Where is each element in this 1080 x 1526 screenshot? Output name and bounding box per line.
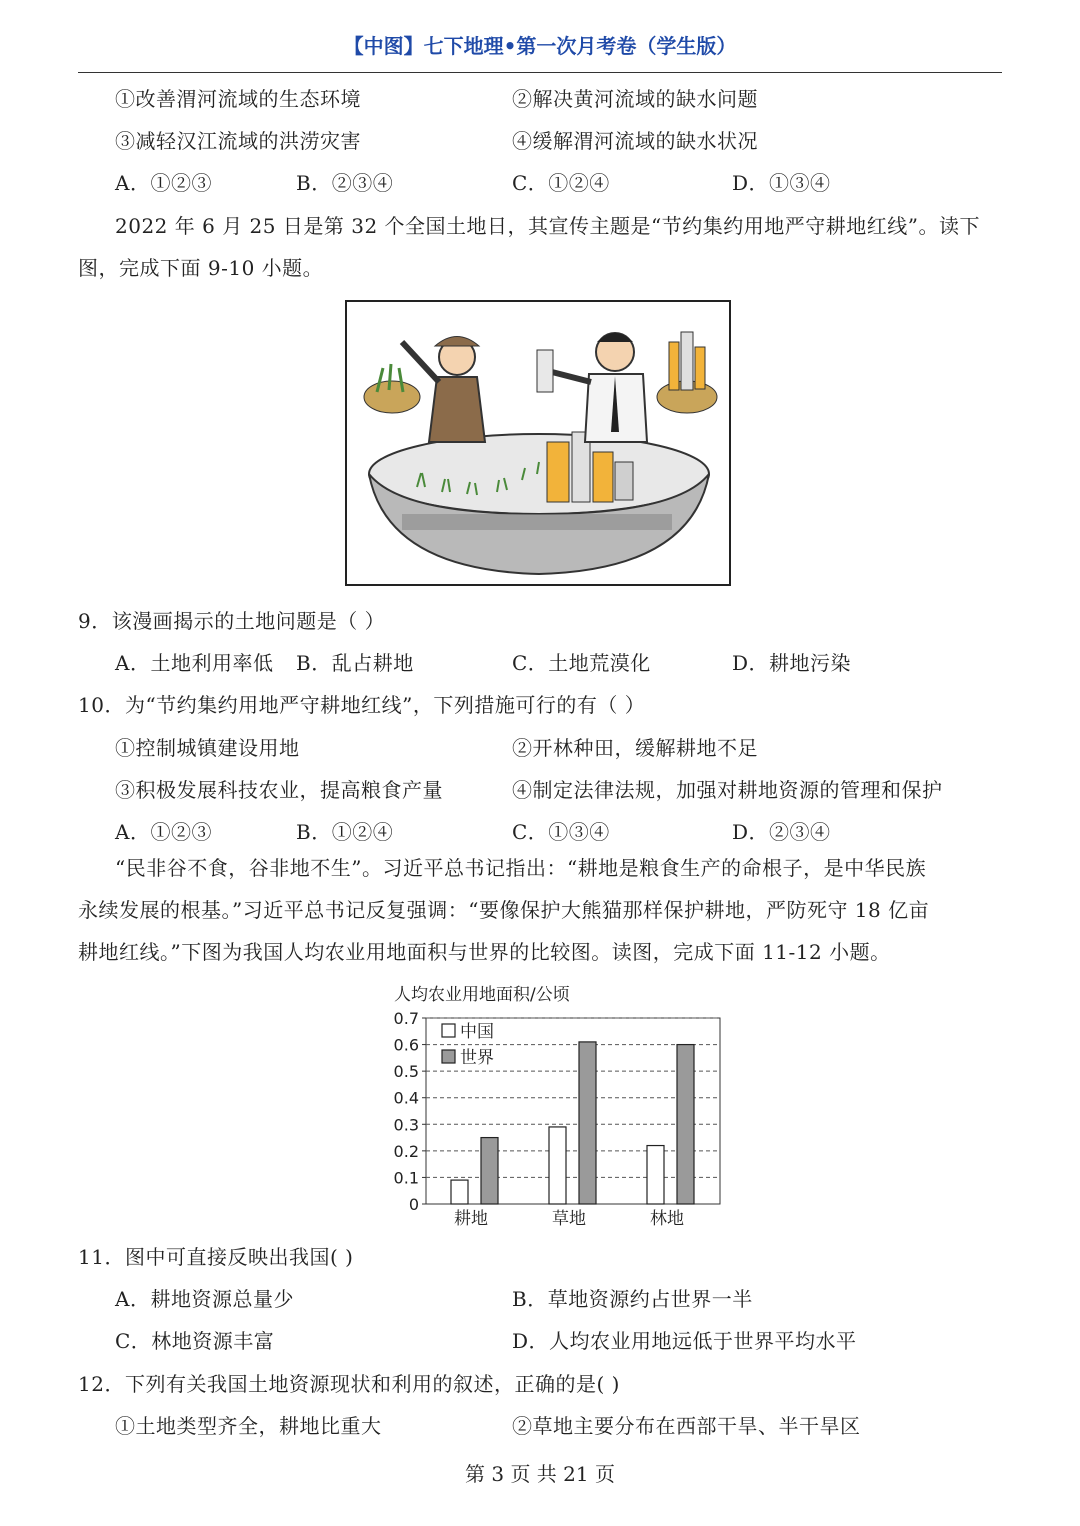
chart-title: 人均农业用地面积/公顷 <box>394 985 570 1005</box>
q8-statement-2: ②解决黄河流域的缺水问题 <box>512 87 758 111</box>
chart-ytick-label: 0.2 <box>393 1141 419 1161</box>
q8-statement-1: ①改善渭河流域的生态环境 <box>115 87 361 111</box>
q12-stem: 12．下列有关我国土地资源现状和利用的叙述，正确的是( ) <box>78 1372 620 1396</box>
chart-ytick-label: 0.4 <box>393 1088 419 1108</box>
q11-option-a: A．耕地资源总量少 <box>115 1287 294 1311</box>
q10-statement-1: ①控制城镇建设用地 <box>115 736 300 760</box>
chart-xtick-label: 林地 <box>650 1209 684 1229</box>
q12-statement-2: ②草地主要分布在西部干旱、半干旱区 <box>512 1414 861 1438</box>
page-header-title: 【中图】七下地理•第一次月考卷（学生版） <box>343 34 737 58</box>
chart-ytick-label: 0 <box>408 1195 419 1214</box>
chart-legend-swatch <box>442 1050 455 1063</box>
chart-legend-label: 中国 <box>460 1022 494 1042</box>
chart-bar-china-1 <box>451 1180 468 1204</box>
intro-9-10-line-2: 图，完成下面 9-10 小题。 <box>78 256 324 280</box>
q10-option-b: B．①②④ <box>296 820 394 844</box>
chart-legend-label: 世界 <box>460 1048 494 1068</box>
q11-option-b: B．草地资源约占世界一半 <box>512 1287 753 1311</box>
q8-statement-3: ③减轻汉江流域的洪涝灾害 <box>115 129 361 153</box>
header-divider <box>78 72 1002 73</box>
q9-option-a: A．土地利用率低 <box>115 651 274 675</box>
chart-ytick-label: 0.1 <box>393 1168 419 1188</box>
q9-option-b: B．乱占耕地 <box>296 651 414 675</box>
page-footer-number: 第 3 页 共 21 页 <box>465 1462 615 1486</box>
q9-option-d: D．耕地污染 <box>732 651 852 675</box>
chart-bar-world-2 <box>579 1042 596 1204</box>
chart-bar-world-1 <box>481 1138 498 1204</box>
q10-option-d: D．②③④ <box>732 820 831 844</box>
chart-xtick-label: 耕地 <box>454 1209 488 1229</box>
chart-xtick-label: 草地 <box>552 1209 586 1229</box>
q12-statement-1: ①土地类型齐全，耕地比重大 <box>115 1414 382 1438</box>
q11-option-c: C．林地资源丰富 <box>115 1329 275 1353</box>
chart-bar-china-3 <box>647 1146 664 1204</box>
q10-statement-3: ③积极发展科技农业，提高粮食产量 <box>115 778 443 802</box>
q9-option-c: C．土地荒漠化 <box>512 651 651 675</box>
q11-stem: 11．图中可直接反映出我国( ) <box>78 1245 354 1269</box>
intro-9-10-line-1: 2022 年 6 月 25 日是第 32 个全国土地日，其宣传主题是“节约集约用地严守耕地红线”。读下 <box>115 214 980 238</box>
chart-ytick-label: 0.6 <box>393 1035 419 1055</box>
q8-option-b: B．②③④ <box>296 171 394 195</box>
q10-statement-2: ②开林种田，缓解耕地不足 <box>512 736 758 760</box>
chart-ytick-label: 0.5 <box>393 1062 419 1082</box>
chart-ytick-label: 0.7 <box>393 1009 419 1028</box>
intro-11-12-line-2: 永续发展的根基。”习近平总书记反复强调：“要像保护大熊猫那样保护耕地，严防死守 18 亿亩 <box>78 898 930 922</box>
intro-11-12-line-1: “民非谷不食，谷非地不生”。习近平总书记指出：“耕地是粮食生产的命根子，是中华民族 <box>115 856 927 880</box>
intro-11-12-line-3: 耕地红线。”下图为我国人均农业用地面积与世界的比较图。读图，完成下面 11-12 小题。 <box>78 940 891 964</box>
q8-option-d: D．①③④ <box>732 171 831 195</box>
chart-bar-china-2 <box>549 1127 566 1204</box>
q10-option-c: C．①③④ <box>512 820 610 844</box>
q10-option-a: A．①②③ <box>115 820 212 844</box>
cartoon-illustration <box>345 300 731 586</box>
q8-statement-4: ④缓解渭河流域的缺水状况 <box>512 129 758 153</box>
q10-statement-4: ④制定法律法规，加强对耕地资源的管理和保护 <box>512 778 943 802</box>
q9-stem: 9．该漫画揭示的土地问题是（ ） <box>78 609 386 633</box>
chart-legend-swatch <box>442 1024 455 1037</box>
q11-option-d: D．人均农业用地远低于世界平均水平 <box>512 1329 857 1353</box>
bar-chart <box>380 978 740 1238</box>
chart-bar-world-3 <box>677 1045 694 1204</box>
q8-option-c: C．①②④ <box>512 171 610 195</box>
chart-plot-frame <box>426 1018 720 1204</box>
q8-option-a: A．①②③ <box>115 171 212 195</box>
q10-stem: 10．为“节约集约用地严守耕地红线”，下列措施可行的有（ ） <box>78 693 646 717</box>
chart-ytick-label: 0.3 <box>393 1115 419 1135</box>
